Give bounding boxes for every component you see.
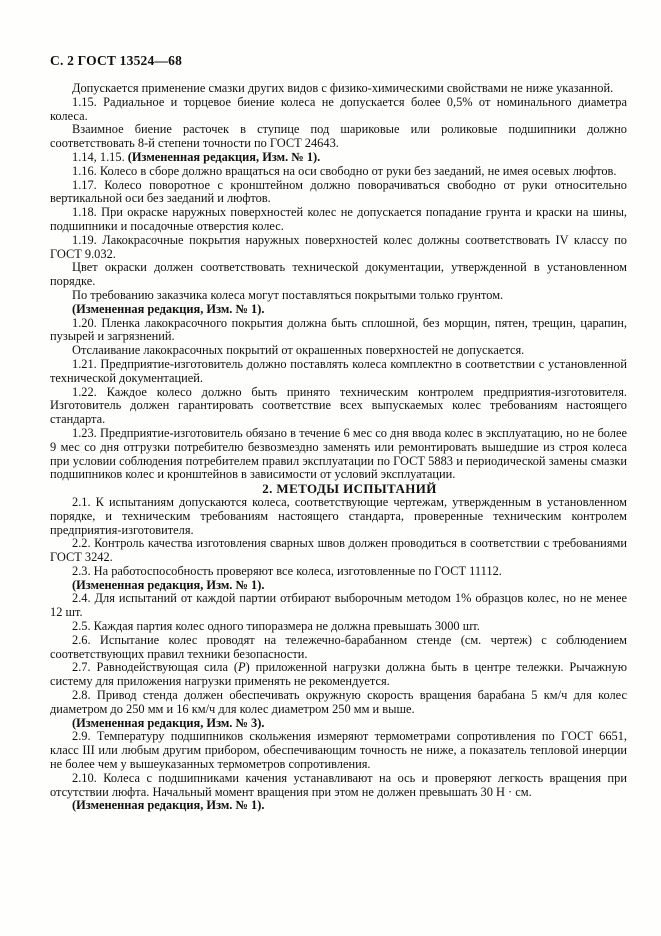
paragraph-paint-color: Цвет окраски должен соответствовать технической документации, утвержденной в установленном порядке. (50, 260, 627, 289)
paragraph-clause-1-23: 1.23. Предприятие-изготовитель обязано в течение 6 мес со дня ввода колес в эксплуатацию, но не более 9 мес со дня отгрузки потребителю безвозмездно заменять или ремонтировать вышедшие из строя колеса при условии соблюдения потребителем правил эксплуатации по ГОСТ 5883 и периодической замены смазки подшипников колес и кронштейнов в зависимости от условий эксплуатации. (50, 425, 627, 482)
paragraph-clause-1-20: 1.20. Пленка лакокрасочного покрытия должна быть сплошной, без морщин, пятен, трещин, царапин, пузырей и загрязнений. (50, 315, 627, 344)
clause-numbers: 1.14, 1.15. (72, 149, 128, 164)
paragraph-clause-2-3: 2.3. На работоспособность проверяют все колеса, изготовленные по ГОСТ 11112. (72, 563, 502, 578)
paragraph-bore-runout: Взаимное биение расточек в ступице под шариковые или роликовые подшипники должно соответствовать 8-й степени точности по ГОСТ 24643. (50, 122, 627, 151)
paragraph-amendment-1: (Измененная редакция, Изм. № 1). (72, 301, 265, 316)
paragraph-clause-1-21: 1.21. Предприятие-изготовитель должно поставлять колеса комплектно в соответствии с установленной технической документацией. (50, 356, 627, 385)
paragraph-clause-2-7 (50, 661, 627, 689)
paragraph-clause-2-9: 2.9. Температуру подшипников скольжения измеряют термометрами сопротивления по ГОСТ 6651, класс III или любым другим прибором, обеспечивающим точность не ниже, а показатель тепловой инерции не более чем у вышеуказанных термометров сопротивления. (50, 729, 627, 772)
paragraph-clause-1-16: 1.16. Колесо в сборе должно вращаться на оси свободно от руки без заеданий, не имея осевых люфтов. (72, 163, 617, 178)
force-symbol: Р (238, 660, 246, 675)
amendment-note: (Измененная редакция, Изм. № 1). (127, 149, 321, 164)
page-header: С. 2 ГОСТ 13524—68 (50, 53, 183, 68)
paragraph-amendment-3: (Измененная редакция, Изм. № 3). (72, 715, 265, 730)
paragraph-amendment-2: (Измененная редакция, Изм. № 1). (72, 577, 265, 592)
paragraph-clause-1-22: 1.22. Каждое колесо должно быть принято техническим контролем предприятия-изготовителя. Изготовитель должен гарантировать соответствие всех выпускаемых колес требованиям настоящего стандарта. (50, 384, 627, 427)
paragraph-clause-2-1: 2.1. К испытаниям допускаются колеса, соответствующие чертежам, утвержденным в установленном порядке, и техническим требованиям настоящего стандарта, проверенные техническим контролем предприятия-изготовителя. (50, 494, 627, 537)
paragraph-lubricant-note: Допускается применение смазки других видов с физико-химическими свойствами не ниже указанной. (72, 81, 614, 95)
clause-2-7-text-before: 2.7. Равнодействующая сила ( (72, 660, 239, 675)
paragraph-clause-1-15: 1.15. Радиальное и торцевое биение колеса не допускается более 0,5% от номинального диаметра колеса. (50, 94, 627, 123)
paragraph-clause-2-2: 2.2. Контроль качества изготовления сварных швов должен проводиться в соответствии с требованиями ГОСТ 3242. (50, 536, 627, 565)
section-heading-test-methods: 2. МЕТОДЫ ИСПЫТАНИЙ (262, 481, 437, 497)
paragraph-clause-2-10: 2.10. Колеса с подшипниками качения устанавливают на ось и проверяют легкость вращения при отсутствии люфта. Начальный момент вращения при этом не должен превышать 30 Н · см. (50, 770, 627, 799)
paragraph-peeling-note: Отслаивание лакокрасочных покрытий от окрашенных поверхностей не допускается. (72, 343, 525, 358)
document-body (50, 82, 627, 813)
paragraph-amendment-1-14-1-15 (50, 151, 627, 165)
paragraph-clause-2-6: 2.6. Испытание колес проводят на тележечно-барабанном стенде (см. чертеж) с соблюдением соответствующих правил техники безопасности. (50, 632, 627, 661)
paragraph-primer-note: По требованию заказчика колеса могут поставляться покрытыми только грунтом. (72, 287, 504, 302)
paragraph-clause-2-8: 2.8. Привод стенда должен обеспечивать окружную скорость вращения барабана 5 км/ч для колес диаметром до 250 мм и 16 км/ч для колес диаметром 250 мм и выше. (50, 688, 627, 716)
paragraph-clause-1-18: 1.18. При окраске наружных поверхностей колес не допускается попадание грунта и краски на шины, подшипники и посадочные отверстия колес. (50, 205, 627, 233)
paragraph-clause-1-17: 1.17. Колесо поворотное с кронштейном должно поворачиваться свободно от руки относительно вертикальной оси без заеданий и люфтов. (50, 177, 627, 206)
paragraph-clause-2-5: 2.5. Каждая партия колес одного типоразмера не должна превышать 3000 шт. (72, 619, 480, 634)
paragraph-clause-1-19: 1.19. Лакокрасочные покрытия наружных поверхностей колес должны соответствовать IV классу по ГОСТ 9.032. (50, 232, 627, 261)
paragraph-clause-2-4: 2.4. Для испытаний от каждой партии отбирают выборочным методом 1% образцов колес, но не менее 12 шт. (50, 591, 627, 620)
paragraph-amendment-4: (Измененная редакция, Изм. № 1). (72, 798, 265, 813)
clause-2-7-text-after: ) приложенной нагрузки должна быть в центре тележки. Рычажную систему для приложения нагрузки применять не рекомендуется. (50, 660, 627, 689)
